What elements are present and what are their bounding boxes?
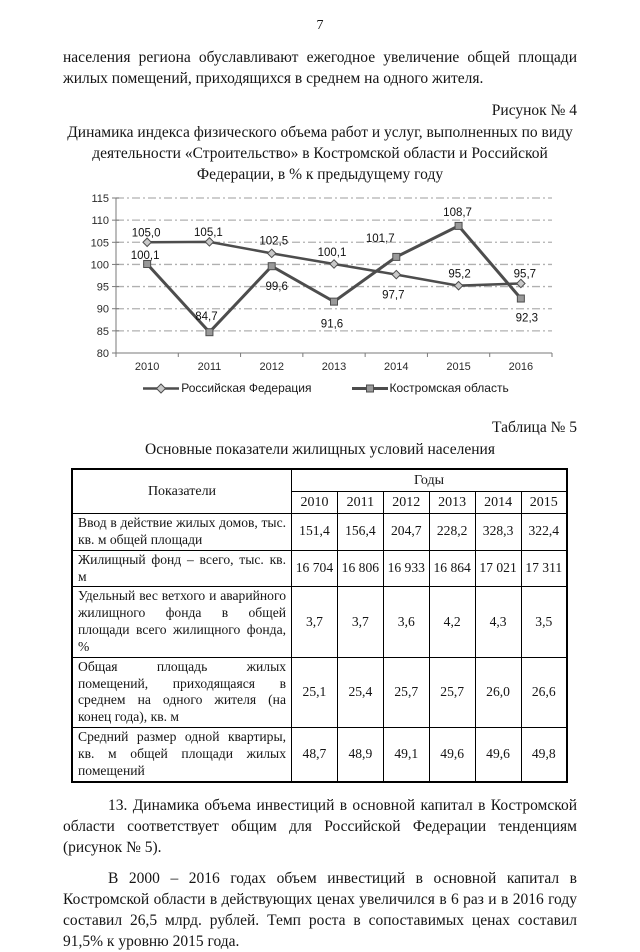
data-label: 95,7	[513, 268, 537, 281]
data-label: 95,2	[448, 268, 471, 281]
row-label: Удельный вес ветхого и аварийного жилищного фонда в общей площади всего жилищного фонда, %	[72, 587, 292, 657]
row-label: Средний размер одной квартиры, кв. м общей площади жилых помещений	[72, 728, 292, 782]
figure-caption: Рисунок № 4	[491, 102, 577, 119]
data-label: 105,1	[194, 226, 223, 239]
table-cell: 48,9	[337, 728, 383, 782]
legend-marker-diamond-icon	[143, 383, 179, 394]
square-marker-icon	[393, 253, 400, 260]
row-label: Ввод в действие жилых домов, тыс. кв. м общей площади	[72, 514, 292, 551]
table-cell: 228,2	[429, 514, 475, 551]
y-tick-label: 95	[96, 281, 109, 294]
year-header: 2011	[337, 492, 383, 514]
x-tick-label: 2013	[321, 361, 347, 373]
line-chart-figure	[85, 191, 567, 395]
table-cell: 25,4	[337, 657, 383, 727]
page-number: 7	[316, 18, 324, 33]
intro-paragraph: населения региона обуславливают ежегодное увеличение общей площади жилых помещений, приходящихся в среднем на одного жителя.	[63, 49, 577, 87]
table-cell: 3,5	[521, 587, 567, 657]
table-cell: 25,1	[292, 657, 338, 727]
y-tick-label: 110	[91, 215, 109, 228]
table-cell: 16 806	[337, 550, 383, 587]
y-tick-label: 90	[96, 303, 109, 316]
data-label: 99,6	[265, 281, 288, 294]
year-header: 2015	[521, 492, 567, 514]
table-cell: 16 704	[292, 550, 338, 587]
square-marker-icon	[455, 222, 462, 229]
table-cell: 25,7	[383, 657, 429, 727]
square-marker-icon	[268, 263, 275, 270]
x-tick-label: 2011	[197, 361, 222, 373]
table-cell: 204,7	[383, 514, 429, 551]
table-caption: Таблица № 5	[492, 419, 577, 436]
table-cell: 49,1	[383, 728, 429, 782]
data-label: 91,6	[320, 318, 344, 331]
diamond-marker-icon	[330, 260, 338, 268]
square-marker-icon	[206, 329, 213, 336]
legend-item-ko	[352, 381, 509, 395]
row-label: Общая площадь жилых помещений, приходящаяся в среднем на одного жителя (на конец года), кв. м	[72, 657, 292, 727]
table-row	[72, 587, 567, 657]
table-cell: 49,6	[429, 728, 475, 782]
y-tick-label: 100	[90, 259, 109, 272]
y-tick-label: 115	[91, 193, 109, 205]
year-header: 2012	[383, 492, 429, 514]
row-label: Жилищный фонд – всего, тыс. кв. м	[72, 550, 292, 587]
paragraph-13b: В 2000 – 2016 годах объем инвестиций в основной капитал в Костромской области в действующих ценах увеличился в 6 раз и в 2016 году составил 26,5 млрд. рублей. Темп роста в сопоставимых ценах составил 91,5% к уровню 2015 года.	[63, 869, 577, 950]
x-tick-label: 2012	[259, 361, 284, 373]
table-row	[72, 514, 567, 551]
table-title: Основные показатели жилищных условий населения	[145, 441, 495, 458]
data-label: 92,3	[515, 312, 539, 325]
table-cell: 26,6	[521, 657, 567, 727]
table-cell: 4,2	[429, 587, 475, 657]
table-row	[72, 728, 567, 782]
table-cell: 49,8	[521, 728, 567, 782]
year-header: 2013	[429, 492, 475, 514]
year-header: 2014	[475, 492, 521, 514]
y-tick-label: 85	[96, 325, 109, 338]
table-cell: 17 311	[521, 550, 567, 587]
table-body	[72, 514, 567, 782]
data-label: 101,7	[365, 232, 395, 245]
diamond-marker-icon	[268, 249, 276, 257]
data-label: 105,0	[131, 227, 161, 240]
table-cell: 156,4	[337, 514, 383, 551]
diamond-marker-icon	[143, 238, 151, 246]
data-label: 97,7	[382, 289, 405, 302]
table-cell: 3,7	[292, 587, 338, 657]
table-head	[72, 469, 567, 514]
paragraph-13a: 13. Динамика объема инвестиций в основной капитал в Костромской области соответствует общим для Российской Федерации тенденциям (рисунок № 5).	[63, 796, 577, 856]
data-label: 100,1	[317, 246, 347, 259]
line-chart	[85, 191, 567, 373]
data-label: 100,1	[130, 249, 160, 262]
table-cell: 4,3	[475, 587, 521, 657]
table-row	[72, 657, 567, 727]
figure-title: Динамика индекса физического объема работ и услуг, выполненных по виду деятельности «Строительство» в Костромской области и Российской Федерации, в % к предыдущему году	[67, 124, 573, 183]
data-label: 102,5	[259, 235, 289, 248]
table-cell: 16 933	[383, 550, 429, 587]
table-cell: 322,4	[521, 514, 567, 551]
legend-label-rf: Российская Федерация	[181, 381, 312, 395]
table-cell: 49,6	[475, 728, 521, 782]
diamond-marker-icon	[454, 281, 462, 289]
x-tick-label: 2010	[134, 361, 160, 373]
x-tick-label: 2016	[508, 361, 534, 373]
data-label: 84,7	[195, 311, 218, 324]
years-group-header: Годы	[292, 469, 568, 492]
y-tick-label: 105	[90, 237, 109, 250]
table-cell: 48,7	[292, 728, 338, 782]
chart-legend	[85, 381, 567, 395]
data-label: 108,7	[443, 206, 472, 219]
legend-marker-square-icon	[352, 383, 388, 394]
legend-item-rf	[143, 381, 311, 395]
x-tick-label: 2015	[446, 361, 471, 373]
table-row	[72, 550, 567, 587]
year-header: 2010	[292, 492, 338, 514]
table-cell: 3,6	[383, 587, 429, 657]
table-cell: 25,7	[429, 657, 475, 727]
table-cell: 16 864	[429, 550, 475, 587]
table-cell: 328,3	[475, 514, 521, 551]
table-cell: 26,0	[475, 657, 521, 727]
indicators-header: Показатели	[72, 469, 292, 514]
square-marker-icon	[331, 298, 338, 305]
legend-label-ko: Костромская область	[389, 381, 509, 395]
table-cell: 151,4	[292, 514, 338, 551]
x-tick-label: 2014	[384, 361, 409, 373]
y-tick-label: 80	[96, 348, 109, 360]
square-marker-icon	[517, 295, 524, 302]
table-cell: 3,7	[337, 587, 383, 657]
table-cell: 17 021	[475, 550, 521, 587]
housing-indicators-table	[71, 468, 568, 783]
table-header-row-1	[72, 469, 567, 492]
diamond-marker-icon	[205, 238, 213, 246]
diamond-marker-icon	[392, 270, 400, 278]
